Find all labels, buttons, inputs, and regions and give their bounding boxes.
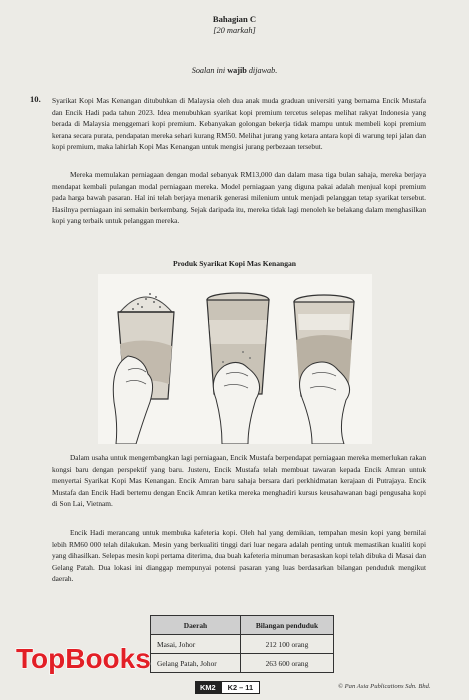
population-cell: 212 100 orang — [240, 635, 333, 654]
header-district: Daerah — [151, 616, 241, 635]
paragraph-3: Dalam usaha untuk mengembangkan lagi perniagaan, Encik Mustafa berpendapat perniagaan mereka memerlukan rakan kongsi baru dengan perspektif yang baru. Justeru, Encik Mustafa telah membuat tawaran kepada Encik Amran untuk menyertai Syarikat Kopi Mas Kenangan. Encik Amran baru sahaja bersara dari perkhidmatan kerajaan di Putrajaya. Encik Mustafa dan Encik Hadi bertemu dengan Encik Amran ketika mereka menghadiri kursus keusahawanan bagi pengusaha kopi di Son Lai, Vietnam. — [52, 453, 426, 509]
district-cell: Gelang Patah, Johor — [151, 654, 241, 673]
section-marks: [20 markah] — [213, 26, 256, 35]
section-title: Bahagian C — [212, 14, 257, 24]
paragraph-4: Encik Hadi merancang untuk membuka kafeteria kopi. Oleh hal yang demikian, tempahan mesin kopi yang bernilai lebih RM60 000 telah dilakukan. Mesin yang berkualiti tinggi dari luar negara adalah penting untuk memastikan kualiti kopi yang dihasilkan. Selepas mesin kopi pertama diterima, dua buah kafeteria minuman berasaskan kopi telah dibuka di Masai dan Gelang Patah. Dua lokasi ini dianggap mempunyai potensi pasaran yang luas berdasarkan bilangan penduduk mengikut daerah. — [52, 528, 426, 584]
svg-text:TopBooks: TopBooks — [16, 643, 151, 674]
population-cell: 263 600 orang — [240, 654, 333, 673]
paragraph-1: Syarikat Kopi Mas Kenangan ditubuhkan di Malaysia oleh dua anak muda graduan universiti yang bernama Encik Mustafa dan Encik Hadi pada tahun 2023. Idea menubuhkan syarikat kopi premium tercetus selepas melihat rakyat Indonesia yang berada di Malaysia menggemari kopi premium. Kebanyakan golongan bekerja tidak mampu untuk membeli kopi premium kerana secara purata, pendapatan mereka sehari kurang RM50. Melihat jurang yang ketara antara kopi di warung tepi jalan dan kopi premium, maka lahirlah Kopi Mas Kenangan untuk mengisi jurang perbezaan tersebut. — [52, 96, 426, 152]
copyright-notice: © Pan Asia Publications Sdn. Bhd. — [338, 683, 431, 690]
header-population: Bilangan penduduk — [240, 616, 333, 635]
paragraph-2: Mereka memulakan perniagaan dengan modal sebanyak RM13,000 dan dalam masa tiga bulan sahaja, mereka berjaya mendapat kembali pulangan modal perniagaan mereka. Model perniagaan yang diguna pakai adalah menjual kopi premium pada harga bawah pasaran. Hal ini telah berjaya menarik generasi milenium untuk menjadi pelanggan tetap syarikat tersebut. Hasilnya perniagaan ini semakin berkembang. Sejak daripada itu, mereka tidak lagi menoleh ke belakang dalam menghasilkan kopi yang terbaik untuk pelanggan mereka. — [52, 170, 426, 226]
footer-code: KM2 — [195, 681, 221, 694]
table-header-row — [151, 616, 334, 635]
topbooks-logo — [14, 640, 192, 676]
question-number: 10. — [30, 94, 41, 104]
instruction-pre: Soalan ini — [191, 66, 228, 75]
coffee-products-illustration — [98, 274, 372, 444]
footer-page-number: K2 – 11 — [221, 681, 260, 694]
instruction-post: dijawab. — [246, 66, 278, 75]
footer-page-label — [195, 681, 260, 694]
district-cell: Masai, Johor — [151, 635, 241, 654]
instruction — [0, 66, 469, 75]
instruction-bold: wajib — [227, 66, 247, 75]
figure-title: Produk Syarikat Kopi Mas Kenangan — [172, 259, 297, 268]
